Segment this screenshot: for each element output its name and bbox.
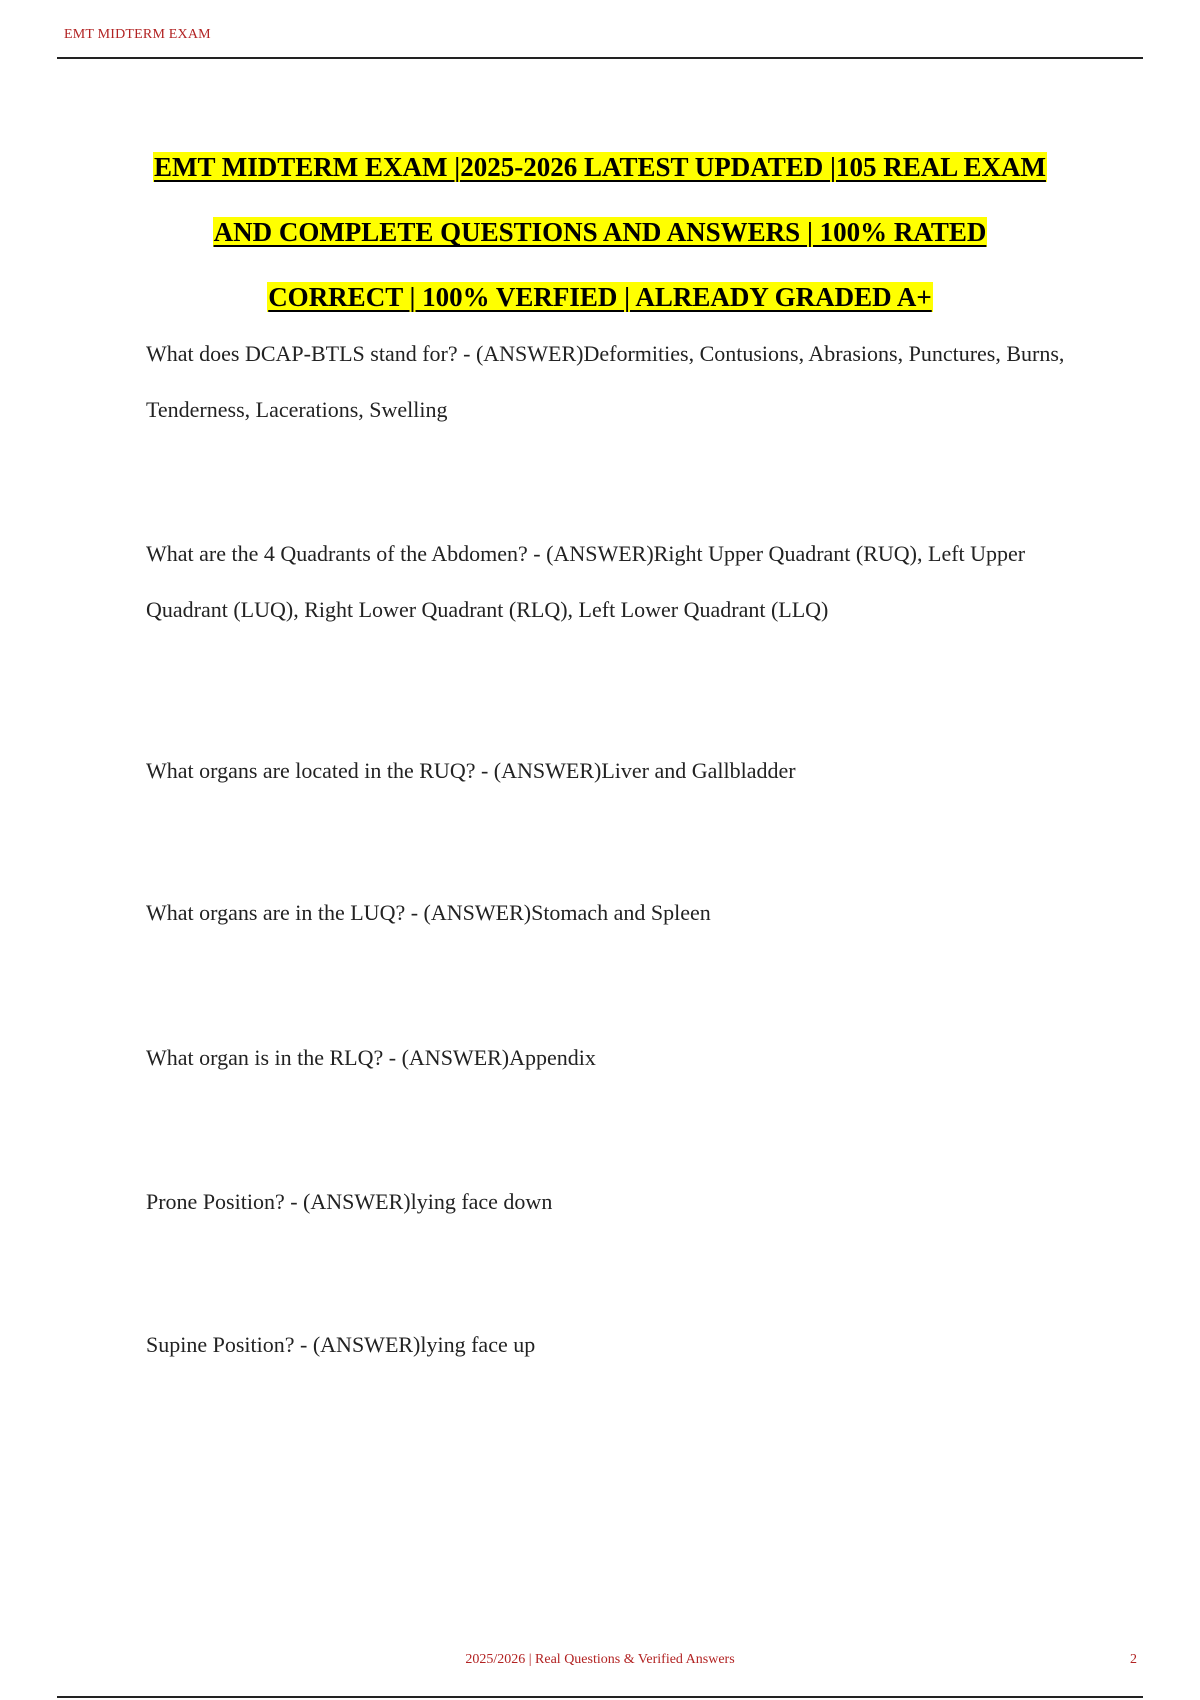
qa-item: What organs are in the LUQ? - (ANSWER)Stomach and Spleen (146, 900, 711, 925)
page-footer (57, 1648, 1143, 1698)
header-title: EMT MIDTERM EXAM (64, 27, 211, 42)
footer-text: 2025/2026 | Real Questions & Verified Answers (465, 1652, 735, 1667)
title-line (100, 265, 1100, 330)
qa-item: Supine Position? - (ANSWER)lying face up (146, 1332, 536, 1357)
title-line-text: CORRECT | 100% VERFIED | ALREADY GRADED A+ (268, 282, 932, 312)
page-header (57, 22, 1143, 59)
title-line (100, 135, 1100, 200)
qa-item: What organ is in the RLQ? - (ANSWER)Appendix (146, 1045, 596, 1070)
qa-item: What are the 4 Quadrants of the Abdomen? - (ANSWER)Right Upper Quadrant (RUQ), Left Upper Quadrant (LUQ), Right Lower Quadrant (RLQ), Left Lower Quadrant (LLQ) (146, 541, 1026, 622)
qa-item: What does DCAP-BTLS stand for? - (ANSWER)Deformities, Contusions, Abrasions, Punctures, Burns, Tenderness, Lacerations, Swelling (146, 341, 1065, 422)
title-line-text: EMT MIDTERM EXAM |2025-2026 LATEST UPDATED |105 REAL EXAM (154, 152, 1046, 182)
title-line (100, 200, 1100, 265)
page-number: 2 (1130, 1652, 1137, 1667)
qa-item: What organs are located in the RUQ? - (ANSWER)Liver and Gallbladder (146, 758, 796, 783)
qa-item: Prone Position? - (ANSWER)lying face down (146, 1189, 553, 1214)
title-line-text: AND COMPLETE QUESTIONS AND ANSWERS | 100% RATED (213, 217, 987, 247)
document-title (100, 135, 1100, 330)
